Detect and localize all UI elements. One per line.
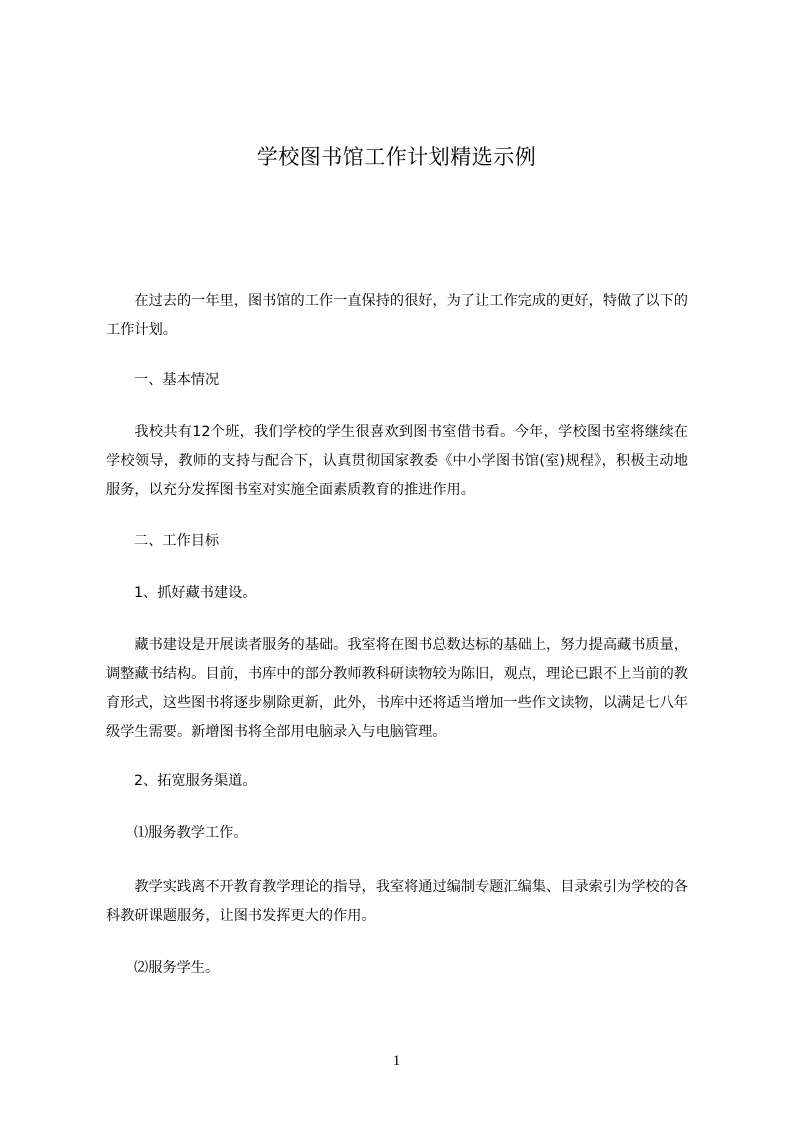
collection-paragraph: 藏书建设是开展读者服务的基础。我室将在图书总数达标的基础上，努力提高藏书质量，调整藏书结构。目前，书库中的部分教师教科研读物较为陈旧，观点，理论已跟不上当前的教育形式，这些图书将逐步剔除更新，此外，书库中还将适当增加一些作文读物，以满足七八年级学生需要。新增图书将全部用电脑录入与电脑管理。 — [106, 637, 688, 740]
section-heading-goals: 二、工作目标 — [134, 533, 220, 549]
intro-paragraph: 在过去的一年里，图书馆的工作一直保持的很好，为了让工作完成的更好，特做了以下的工作计划。 — [106, 293, 688, 338]
subitem-heading-students: ⑵服务学生。 — [134, 960, 220, 976]
item-heading-collection: 1、抓好藏书建设。 — [134, 585, 257, 601]
subitem-heading-teaching: ⑴服务教学工作。 — [134, 825, 248, 841]
section-heading-basic-info: 一、基本情况 — [134, 372, 220, 388]
document-title: 学校图书馆工作计划精选示例 — [256, 145, 537, 169]
basic-info-paragraph: 我校共有12个班，我们学校的学生很喜欢到图书室借书看。今年，学校图书室将继续在学校领导，教师的支持与配合下，认真贯彻国家教委《中小学图书馆(室)规程》，积极主动地服务，以充分发挥图书室对实施全面素质教育的推进作用。 — [106, 424, 688, 498]
page-number: 1 — [392, 1053, 401, 1069]
teaching-paragraph: 教学实践离不开教育教学理论的指导，我室将通过编制专题汇编集、目录索引为学校的各科教研课题服务，让图书发挥更大的作用。 — [106, 879, 688, 924]
item-heading-services: 2、拓宽服务渠道。 — [134, 773, 257, 789]
